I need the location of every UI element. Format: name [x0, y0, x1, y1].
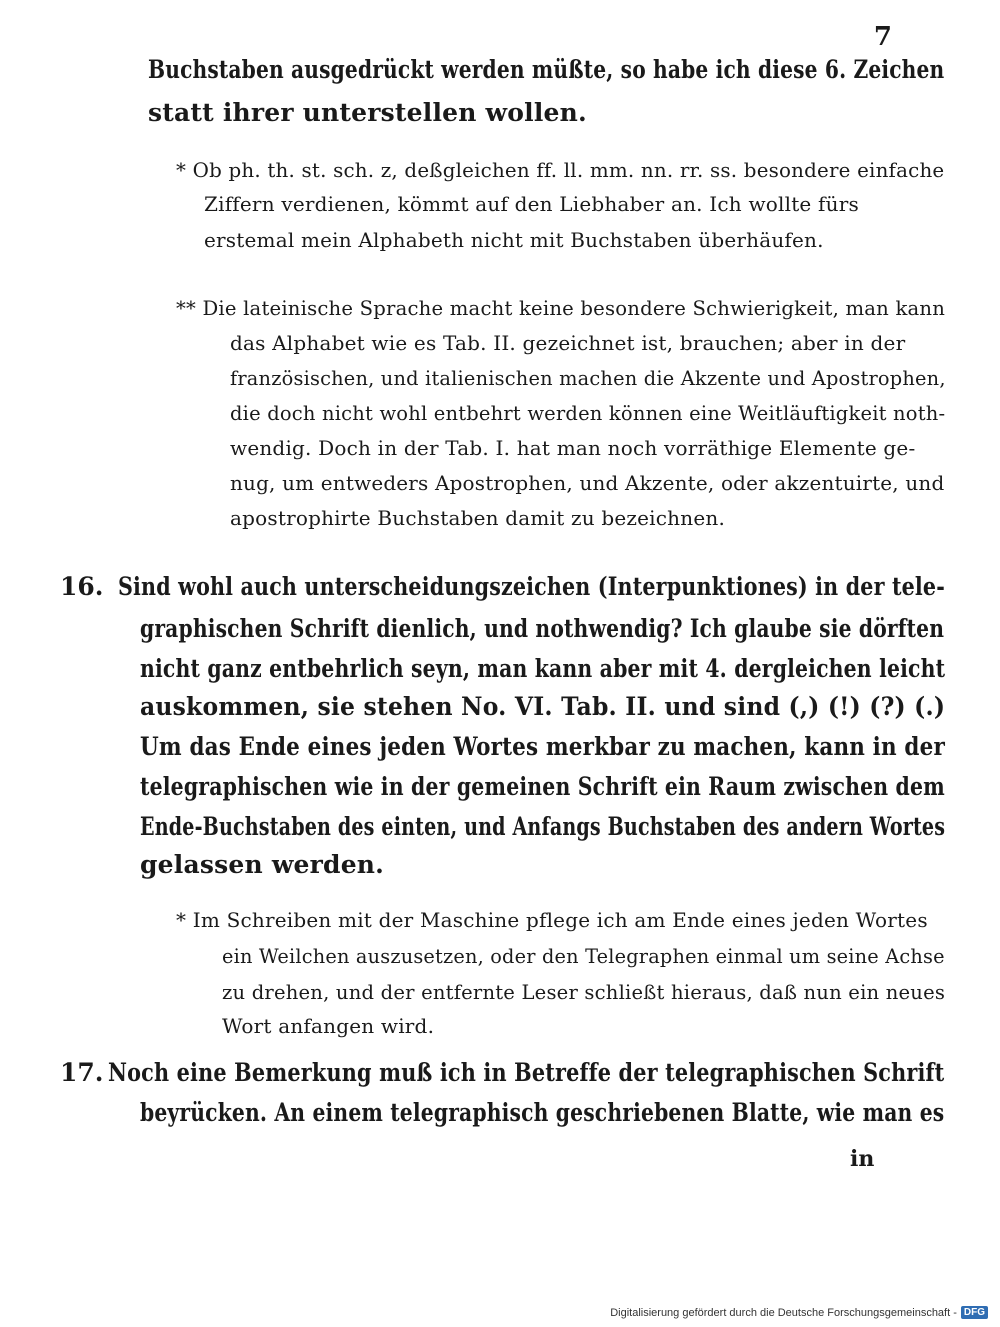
catchword: in — [850, 1146, 875, 1172]
footnote-line: wendig. Doch in der Tab. I. hat man noch vorräthige Elemente ge- — [230, 436, 916, 460]
text-line: statt ihrer unterstellen wollen. — [148, 98, 587, 127]
text-line: telegraphischen wie in der gemeinen Schrift ein Raum zwischen dem — [140, 772, 945, 801]
footnote-line: zu drehen, und der entfernte Leser schließt hieraus, daß nun ein neues — [222, 980, 946, 1004]
text-line: Buchstaben ausgedrückt werden müßte, so habe ich diese 6. Zeichen — [148, 55, 945, 84]
footer-text: Digitalisierung gefördert durch die Deutsche Forschungsgemeinschaft - — [610, 1306, 957, 1319]
dfg-logo: DFG — [961, 1306, 988, 1319]
text-line: gelassen werden. — [140, 850, 385, 879]
footnote-line: französischen, und italienischen machen die Akzente und Apostrophen, — [230, 366, 946, 390]
footnote-line: * Ob ph. th. st. sch. z, deßgleichen ff. ll. mm. nn. rr. ss. besondere einfache — [176, 158, 945, 182]
footnote-line: erstemal mein Alphabeth nicht mit Buchstaben überhäufen. — [204, 228, 824, 252]
digitization-footer — [610, 1306, 988, 1319]
text-line: graphischen Schrift dienlich, und nothwendig? Ich glaube sie dörften — [140, 614, 945, 643]
text-line: nicht ganz entbehrlich seyn, man kann aber mit 4. dergleichen leicht — [140, 654, 946, 683]
footnote-line: nug, um entweders Apostrophen, und Akzente, oder akzentuirte, und — [230, 471, 945, 495]
footnote-line: die doch nicht wohl entbehrt werden können eine Weitläuftigkeit noth- — [230, 401, 946, 425]
footnote-line: Ziffern verdienen, kömmt auf den Liebhaber an. Ich wollte fürs — [204, 192, 859, 216]
footnote-line: apostrophirte Buchstaben damit zu bezeichnen. — [230, 506, 726, 530]
footnote-line: ** Die lateinische Sprache macht keine besondere Schwierigkeit, man kann — [176, 296, 946, 320]
footnote-line: das Alphabet wie es Tab. II. gezeichnet ist, brauchen; aber in der — [230, 331, 906, 355]
text-line: auskommen, sie stehen No. VI. Tab. II. und sind (,) (!) (?) (.) — [140, 692, 946, 721]
text-line: Sind wohl auch unterscheidungszeichen (Interpunktiones) in der tele- — [118, 572, 945, 601]
paragraph-number: 16. — [60, 572, 104, 601]
footnote-line: Wort anfangen wird. — [222, 1014, 435, 1038]
footnote-line: ein Weilchen auszusetzen, oder den Telegraphen einmal um seine Achse — [222, 944, 945, 968]
text-line: beyrücken. An einem telegraphisch geschriebenen Blatte, wie man es — [140, 1098, 945, 1127]
text-line: Noch eine Bemerkung muß ich in Betreffe der telegraphischen Schrift — [108, 1058, 945, 1087]
footnote-line: * Im Schreiben mit der Maschine pflege ich am Ende eines jeden Wortes — [176, 908, 928, 932]
text-line: Um das Ende eines jeden Wortes merkbar zu machen, kann in der — [140, 732, 945, 761]
text-line: Ende-Buchstaben des einten, und Anfangs Buchstaben des andern Wortes — [140, 812, 946, 841]
paragraph-number: 17. — [60, 1058, 104, 1087]
page-number: 7 — [873, 22, 892, 52]
